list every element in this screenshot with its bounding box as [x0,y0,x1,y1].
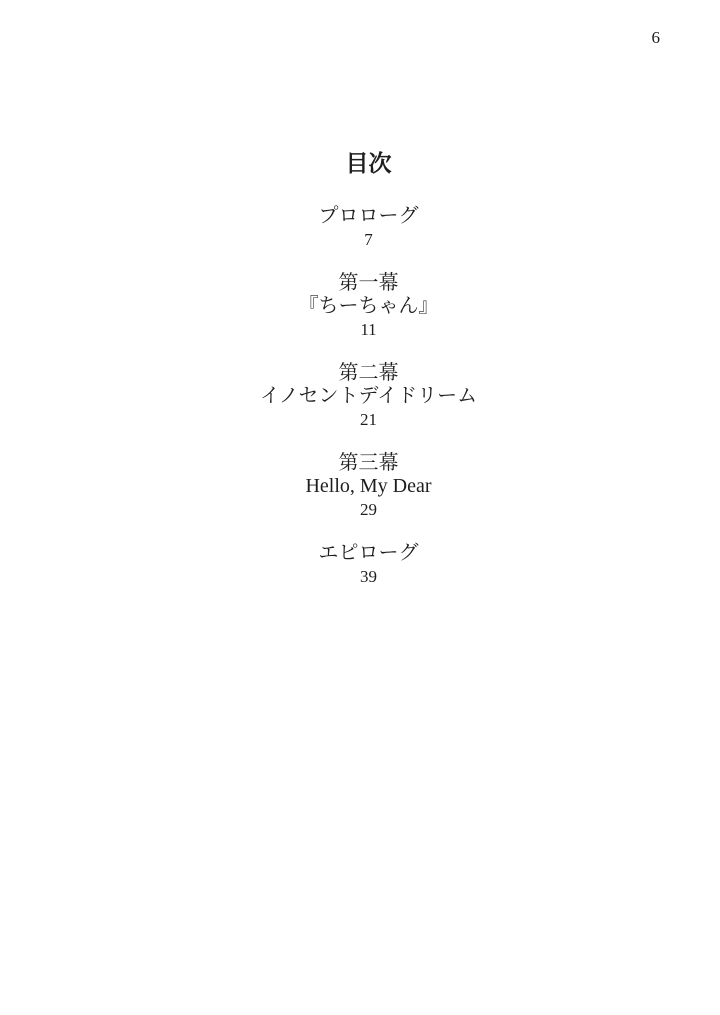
toc-entry-act-2 [17,362,720,431]
toc-title: 目次 [345,150,392,176]
toc-entry-act-3 [17,452,720,521]
toc-entry-act-1 [17,272,720,341]
table-of-contents [0,151,720,609]
toc-entry-page-number: 11 [360,320,377,339]
toc-entry-page-number: 21 [360,410,377,429]
toc-entry-act-label: 第二幕 [338,362,399,384]
toc-entry-prologue [17,205,720,251]
toc-entry-act-label: 第一幕 [338,272,399,294]
toc-entry-page-number: 7 [364,230,373,249]
toc-entry-title: 『ちーちゃん』 [298,295,439,317]
toc-entry-page-number: 29 [360,500,377,519]
toc-entry-title: プロローグ [318,205,419,227]
toc-entry-page-number: 39 [360,567,377,586]
toc-entry-act-label: 第三幕 [338,452,399,474]
toc-entry-epilogue [17,542,720,588]
toc-entry-title: Hello, My Dear [305,475,432,497]
toc-entry-title: エピローグ [318,542,419,564]
page-number: 6 [651,28,660,47]
toc-entry-title: イノセントデイドリーム [259,385,478,407]
